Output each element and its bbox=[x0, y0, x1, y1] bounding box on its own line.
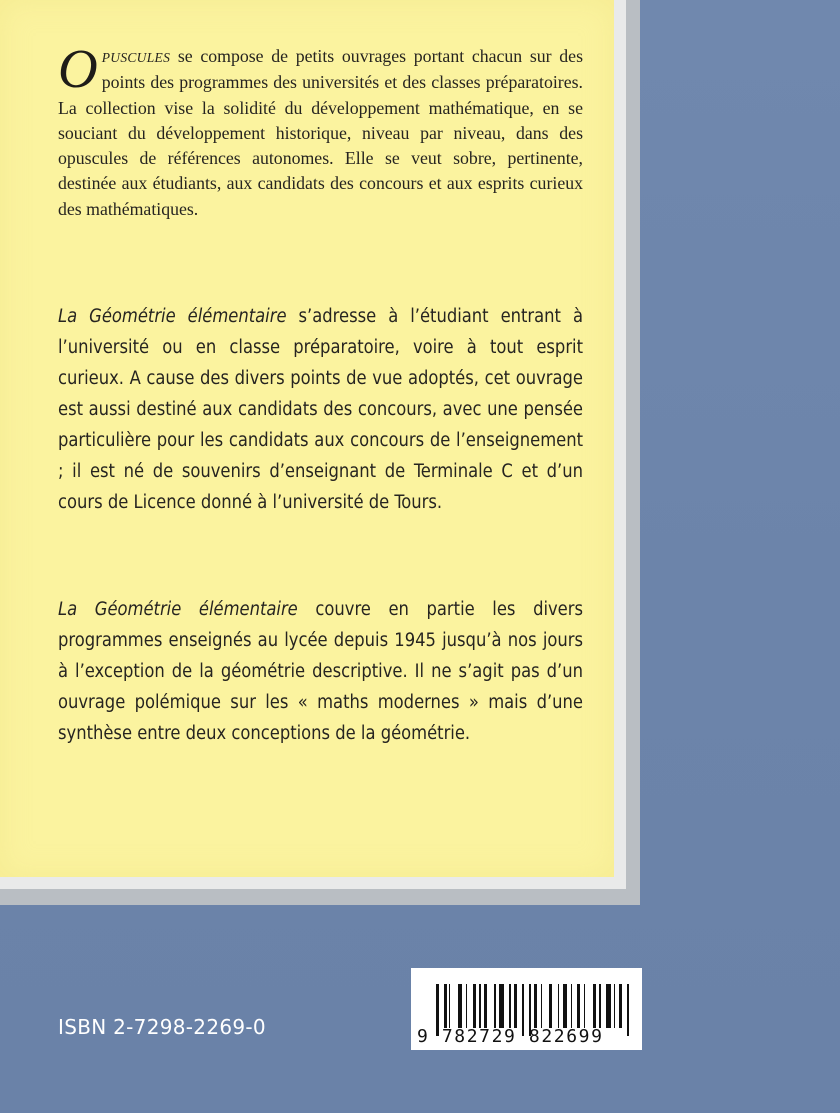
barcode-bar bbox=[571, 984, 573, 1028]
barcode-bar bbox=[577, 984, 580, 1028]
barcode-bar bbox=[514, 984, 517, 1028]
barcode-bar bbox=[499, 984, 504, 1028]
series-name: PUSCULES bbox=[101, 50, 171, 65]
description-paragraph-2 bbox=[58, 594, 583, 749]
barcode-bar bbox=[563, 984, 568, 1028]
barcode-digits: 9 782729 822699 bbox=[417, 1026, 604, 1047]
barcode-bar bbox=[494, 984, 496, 1028]
barcode-bar bbox=[599, 984, 601, 1028]
barcode-bar bbox=[484, 984, 487, 1028]
barcode-bar bbox=[541, 984, 543, 1028]
barcode-bars bbox=[436, 984, 634, 1028]
barcode-bar bbox=[606, 984, 611, 1028]
description-text-2: couvre en partie les divers programmes enseignés au lycée depuis 1945 jusqu’à nos jours à l’exception de la géométrie descriptive. Il ne s’agit pas d’un ouvrage polémique sur les « maths modernes » mais d’une synthèse entre deux conceptions de la géométrie. bbox=[58, 599, 584, 744]
series-intro bbox=[58, 38, 583, 222]
book-title: La Géométrie élémentaire bbox=[58, 599, 298, 620]
isbn-label: ISBN 2-7298-2269-0 bbox=[58, 1015, 266, 1039]
barcode-bar bbox=[444, 984, 447, 1028]
book-title: La Géométrie élémentaire bbox=[58, 306, 287, 327]
barcode-bar bbox=[584, 984, 586, 1028]
barcode-bar bbox=[549, 984, 552, 1028]
barcode-bar bbox=[458, 984, 463, 1028]
drop-cap: O bbox=[58, 38, 98, 99]
barcode-bar bbox=[479, 984, 481, 1028]
description-text-1: s’adresse à l’étudiant entrant à l’université ou en classe préparatoire, voire à tout esprit curieux. A cause des divers points de vue adoptés, cet ouvrage est aussi destiné aux candidats des concours, avec une pensée particulière pour les candidats aux concours de l’enseignement ; il est né de souvenirs d’enseignant de Terminale C et d’un cours de Licence donné à l’université de Tours. bbox=[58, 306, 583, 513]
barcode-bar bbox=[534, 984, 537, 1028]
barcode-bar bbox=[614, 984, 616, 1028]
barcode-bar bbox=[558, 984, 560, 1028]
barcode-bar bbox=[473, 984, 476, 1028]
description-paragraph-1 bbox=[58, 301, 583, 518]
barcode-bar bbox=[509, 984, 511, 1028]
barcode bbox=[411, 968, 642, 1050]
series-intro-text: se compose de petits ouvrages portant chacun sur des points des programmes des universités et des classes préparatoires. La collection vise la solidité du développement mathématique, en se souciant du développement historique, niveau par niveau, dans des opuscules de références autonomes. Elle se veut sobre, pertinente, destinée aux étudiants, aux candidats des concours et aux esprits curieux des mathématiques. bbox=[58, 46, 583, 219]
barcode-bar bbox=[466, 984, 468, 1028]
barcode-bar bbox=[449, 984, 451, 1028]
barcode-bar bbox=[619, 984, 622, 1028]
barcode-bar bbox=[593, 984, 596, 1028]
